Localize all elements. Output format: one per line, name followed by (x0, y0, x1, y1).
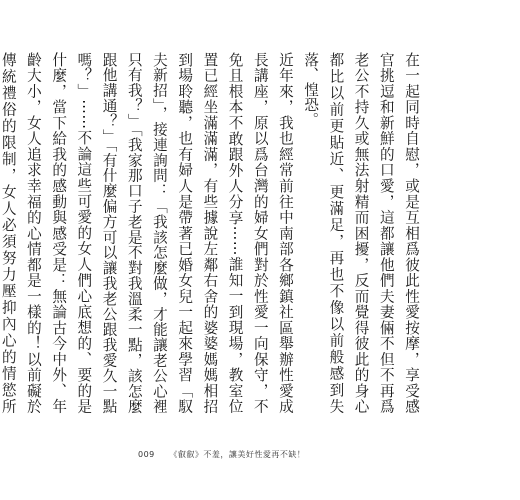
vertical-text-body (0, 52, 424, 414)
page-footer (138, 449, 305, 460)
page-number: 009 (138, 450, 155, 459)
running-title: 《叡叡》不羞，讓美好性愛再不缺！ (169, 450, 306, 459)
paragraph-2: 近年來，我也經常前往中南部各鄉鎮社區舉辦性愛成長講座，原以爲台灣的婦女們對於性愛一向保守，不免且根本不敢跟外人分享⋯⋯誰知一到現場，教室位置已經坐滿滿滿，有些據說左鄰右舍的婆婆媽媽相招到場聆聽，也有婦人是帶著已婚女兒一起來學習「馭夫新招」，接連詢問：「我該怎麼做，才能讓老公心裡只有我？」「我家那口子老是不對我溫柔一點，該怎麼跟他講通？」「有什麼偏方可以讓我老公跟我愛久一點嗎？」⋯⋯不論這些可愛的女人們心底想的、要的是什麼，當下給我的感動與感受是：無論古今中外、年齡大小，女人追求幸福的心情都是一樣的！以前礙於傳統禮俗的限制，女人必須努力壓抑內心的情慾所 (0, 52, 294, 414)
paragraph-1: 在一起同時自慰，或是互相爲彼此性愛按摩，享受感官挑逗和新鮮的口愛，這都讓他們夫妻倆不但不再爲老公不持久或無法射精而困擾，反而覺得彼此的身心都比以前更貼近、更滿足，再也不像以前般感到失落、惶恐。 (302, 52, 420, 414)
